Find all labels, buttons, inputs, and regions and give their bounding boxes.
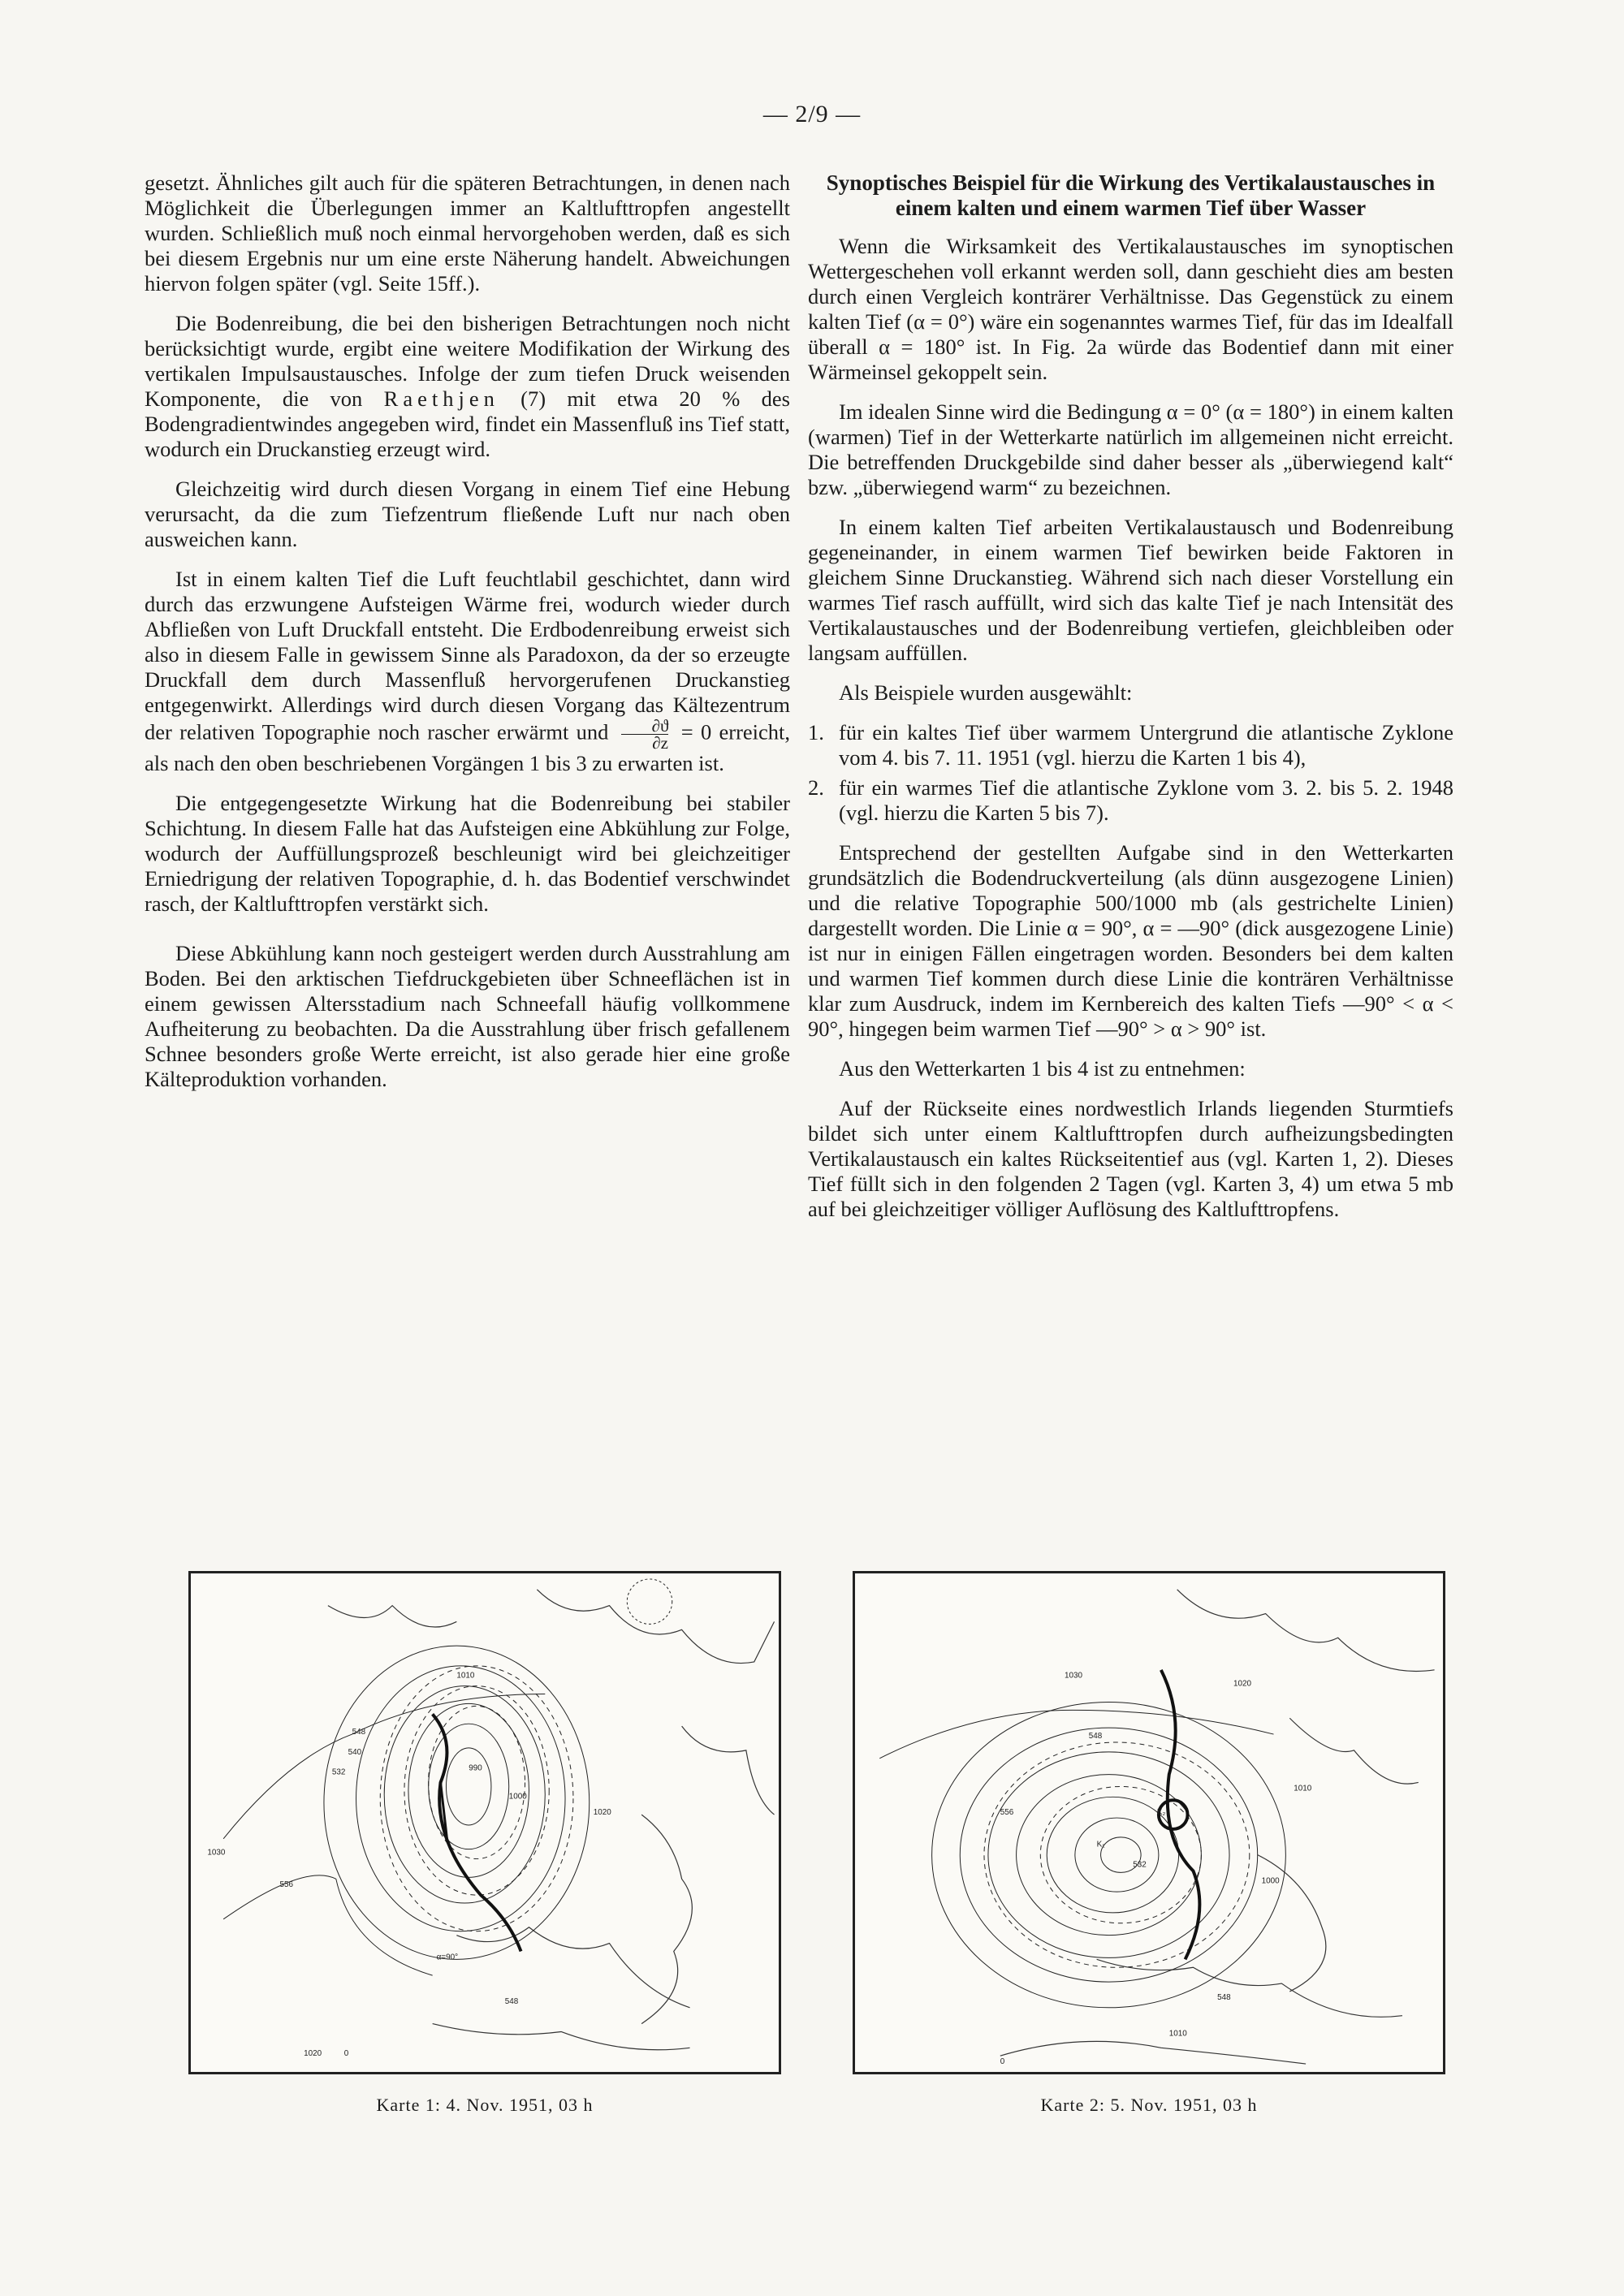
map-label: 548 [1217, 1992, 1231, 2002]
map-label: α=90° [436, 1953, 459, 1962]
text: (7) mit etwa 20 % des Bodengradientwindes angegeben wird, findet ein Massenfluß ins Tief statt, wodurch ein Druckanstieg erzeugt wird. [145, 386, 790, 461]
relative-topography [984, 1742, 1250, 1967]
map-label: 1020 [304, 2049, 322, 2059]
paragraph: In einem kalten Tief arbeiten Vertikalaustausch und Bodenreibung gegeneinander, in einem warmen Tief bewirken beide Faktoren in gleichem Sinne Druckanstieg. Während sich nach dieser Vorstellung ein warmes Tief rasch auffüllt, wird sich das kalte Tief je nach Intensität des Vertikalaustausches und der Bodenreibung vertiefen, gleichbleiben oder langsam auffüllen. [808, 515, 1453, 665]
paragraph: gesetzt. Ähnliches gilt auch für die späteren Betrachtungen, in denen nach Möglichkeit die Überlegungen immer an Kaltlufttropfen angestellt wurden. Schließlich muß noch einmal hervorgehoben werden, daß es sich bei diesem Ergebnis nur um eine erste Näherung handelt. Abweichungen hiervon folgen später (vgl. Seite 15ff.). [145, 170, 790, 296]
map-label: K₂ [1156, 1808, 1166, 1818]
partial-derivative [621, 718, 669, 751]
author-name: Raethjen [383, 386, 499, 411]
paragraph: Als Beispiele wurden ausgewählt: [839, 680, 1133, 705]
list-number: 2. [808, 775, 824, 800]
list-item [808, 775, 1453, 826]
map-label: 1010 [1294, 1784, 1312, 1793]
page-number: — 2/9 — [762, 101, 862, 127]
map-label: 1030 [207, 1848, 226, 1858]
text: Die Bodenreibung, die bei den bisherigen Betrachtungen noch nicht berücksichtigt wurde, ergibt eine weitere Modifikation der Wirkung des vertikalen Impulsaustausches. Infolge der zum tiefen Druck weisenden Komponente, die von [145, 311, 790, 411]
left-column [145, 170, 790, 1107]
map-label: 1020 [593, 1808, 611, 1818]
compass-rose [627, 1579, 672, 1624]
paragraph: Gleichzeitig wird durch diesen Vorgang in einem Tief eine Hebung verursacht, da die zum Tiefzentrum fließende Luft nur nach oben ausweichen kann. [145, 477, 790, 551]
map-label: 0 [343, 2049, 349, 2059]
paragraph: Im idealen Sinne wird die Bedingung α = 0° (α = 180°) in einem kalten (warmen) Tief in der Wetterkarte natürlich im allgemeinen nicht erreicht. Die betreffenden Druckgebilde sind daher besser als „überwiegend kalt“ bzw. „überwiegend warm“ zu bezeichnen. [808, 399, 1453, 499]
paragraph [145, 567, 790, 776]
map-label: 548 [352, 1728, 366, 1737]
map-1-caption: Karte 1: 4. Nov. 1951, 03 h [376, 2095, 594, 2115]
map-label: 1000 [508, 1792, 527, 1802]
map-label: K₁ [1096, 1840, 1105, 1849]
map-label: 532 [1133, 1860, 1147, 1870]
paragraph: Wenn die Wirksamkeit des Vertikalaustausches im synoptischen Wettergeschehen voll erkannt werden soll, dann geschieht dies am besten durch einen Vergleich konträrer Verhältnisse. Das Gegenstück zu einem kalten Tief (α = 0°) wäre ein sogenanntes warmes Tief, für das im Idealfall überall α = 180° ist. In Fig. 2a würde das Bodentief dann mit einer Wärmeinsel gekoppelt sein. [808, 234, 1453, 384]
paragraph: Die entgegengesetzte Wirkung hat die Bodenreibung bei stabiler Schichtung. In diesem Falle hat das Aufsteigen eine Abkühlung zur Folge, wodurch der Auffüllungsprozeß beschleunigt wird bei gleichzeitiger Erniedrigung der relativen Topographie, d. h. das Bodentief verschwindet rasch, der Kaltlufttropfen verstärkt sich. [145, 791, 790, 916]
map-label: 548 [504, 1996, 519, 2006]
list-text: für ein warmes Tief die atlantische Zyklone vom 3. 2. bis 5. 2. 1948 (vgl. hierzu die Karten 5 bis 7). [839, 775, 1453, 825]
weather-map-1-drawing [191, 1573, 779, 2072]
map-label: 556 [1000, 1808, 1014, 1818]
map-label: 0 [1000, 2057, 1005, 2067]
text: Ist in einem kalten Tief die Luft feuchtlabil geschichtet, dann wird durch das erzwungene Aufsteigen Wärme frei, wodurch wieder durch Abfließen von Luft Druckfall entsteht. Die Erdbodenreibung erweist sich also in diesem Falle in gewissem Sinne als Paradoxon, da der so erzeugte Druckfall dem durch Massenfluß hervorgerufenen Druckanstieg entgegenwirkt. Allerdings wird durch diesen Vorgang das Kältezentrum der relativen Topographie noch rascher erwärmt und [145, 567, 790, 744]
map-label: 548 [1088, 1732, 1103, 1741]
right-column [808, 170, 1453, 1236]
map-label: 1030 [1065, 1671, 1083, 1681]
alpha-90-line [1161, 1670, 1200, 1960]
weather-map-2 [853, 1571, 1445, 2074]
map-label: 1020 [1233, 1679, 1251, 1689]
isobars [223, 1646, 590, 1975]
paragraph: Diese Abkühlung kann noch gesteigert werden durch Ausstrahlung am Boden. Bei den arktischen Tiefdruckgebieten über Schneeflächen ist in einem gewissen Altersstadium nach Schneefall häufig vollkommene Aufheiterung zu beobachten. Da die Ausstrahlung über frisch gefallenem Schnee besonders große Werte erreicht, ist also gerade hier eine große Kälteproduktion vorhanden. [145, 941, 790, 1091]
section-title: Synoptisches Beispiel für die Wirkung des Vertikalaustausches in einem kalten und einem warmen Tief über Wasser [826, 170, 1436, 220]
example-list [808, 720, 1453, 826]
paragraph: Entsprechend der gestellten Aufgabe sind in den Wetterkarten grundsätzlich die Bodendruckverteilung (als dünn ausgezogene Linien) und die relative Topographie 500/1000 mb (als gestrichelte Linien) dargestellt worden. Die Linie α = 90°, α = —90° (dick ausgezogene Linie) ist nur in einigen Fällen eingetragen worden. Besonders bei dem kalten und warmen Tief kommen durch diese Linie die konträren Verhältnisse klar zum Ausdruck, indem im Kernbereich des kalten Tiefs —90° < α < 90°, hingegen beim warmen Tief —90° > α > 90° ist. [808, 840, 1453, 1041]
frac-numerator: ∂ϑ [621, 718, 669, 735]
paragraph: Auf der Rückseite eines nordwestlich Irlands liegenden Sturmtiefs bildet sich unter einem Kaltlufttropfen durch aufheizungsbedingten Vertikalaustausch ein kaltes Rückseitentief aus (vgl. Karten 1, 2). Dieses Tief füllt sich in den folgenden 2 Tagen (vgl. Karten 3, 4) um etwa 5 mb auf bei gleichzeitiger völliger Auflösung des Kaltlufttropfens. [808, 1096, 1453, 1221]
text: = 0 erreicht, als nach den oben beschriebenen Vorgängen 1 bis 3 zu erwarten ist. [145, 719, 791, 775]
map-label: 556 [279, 1880, 293, 1890]
map-label: 1010 [1168, 2029, 1187, 2039]
paragraph: Aus den Wetterkarten 1 bis 4 ist zu entnehmen: [839, 1056, 1246, 1081]
weather-map-2-drawing [855, 1573, 1443, 2072]
coastlines [328, 1590, 775, 2050]
map-label: 990 [469, 1763, 482, 1773]
frac-denominator: ∂z [652, 733, 668, 753]
paragraph [145, 311, 790, 462]
list-text: für ein kaltes Tief über warmem Untergrund die atlantische Zyklone vom 4. bis 7. 11. 1951 (vgl. hierzu die Karten 1 bis 4), [839, 720, 1453, 770]
map-label: 540 [348, 1747, 362, 1757]
map-2-caption: Karte 2: 5. Nov. 1951, 03 h [1040, 2095, 1258, 2115]
map-label: 1000 [1261, 1876, 1280, 1886]
map-label: 532 [331, 1767, 346, 1777]
list-number: 1. [808, 720, 824, 744]
isobars [879, 1702, 1285, 2007]
map-label: 1010 [456, 1671, 475, 1681]
list-item [808, 720, 1453, 770]
weather-map-1 [188, 1571, 781, 2074]
